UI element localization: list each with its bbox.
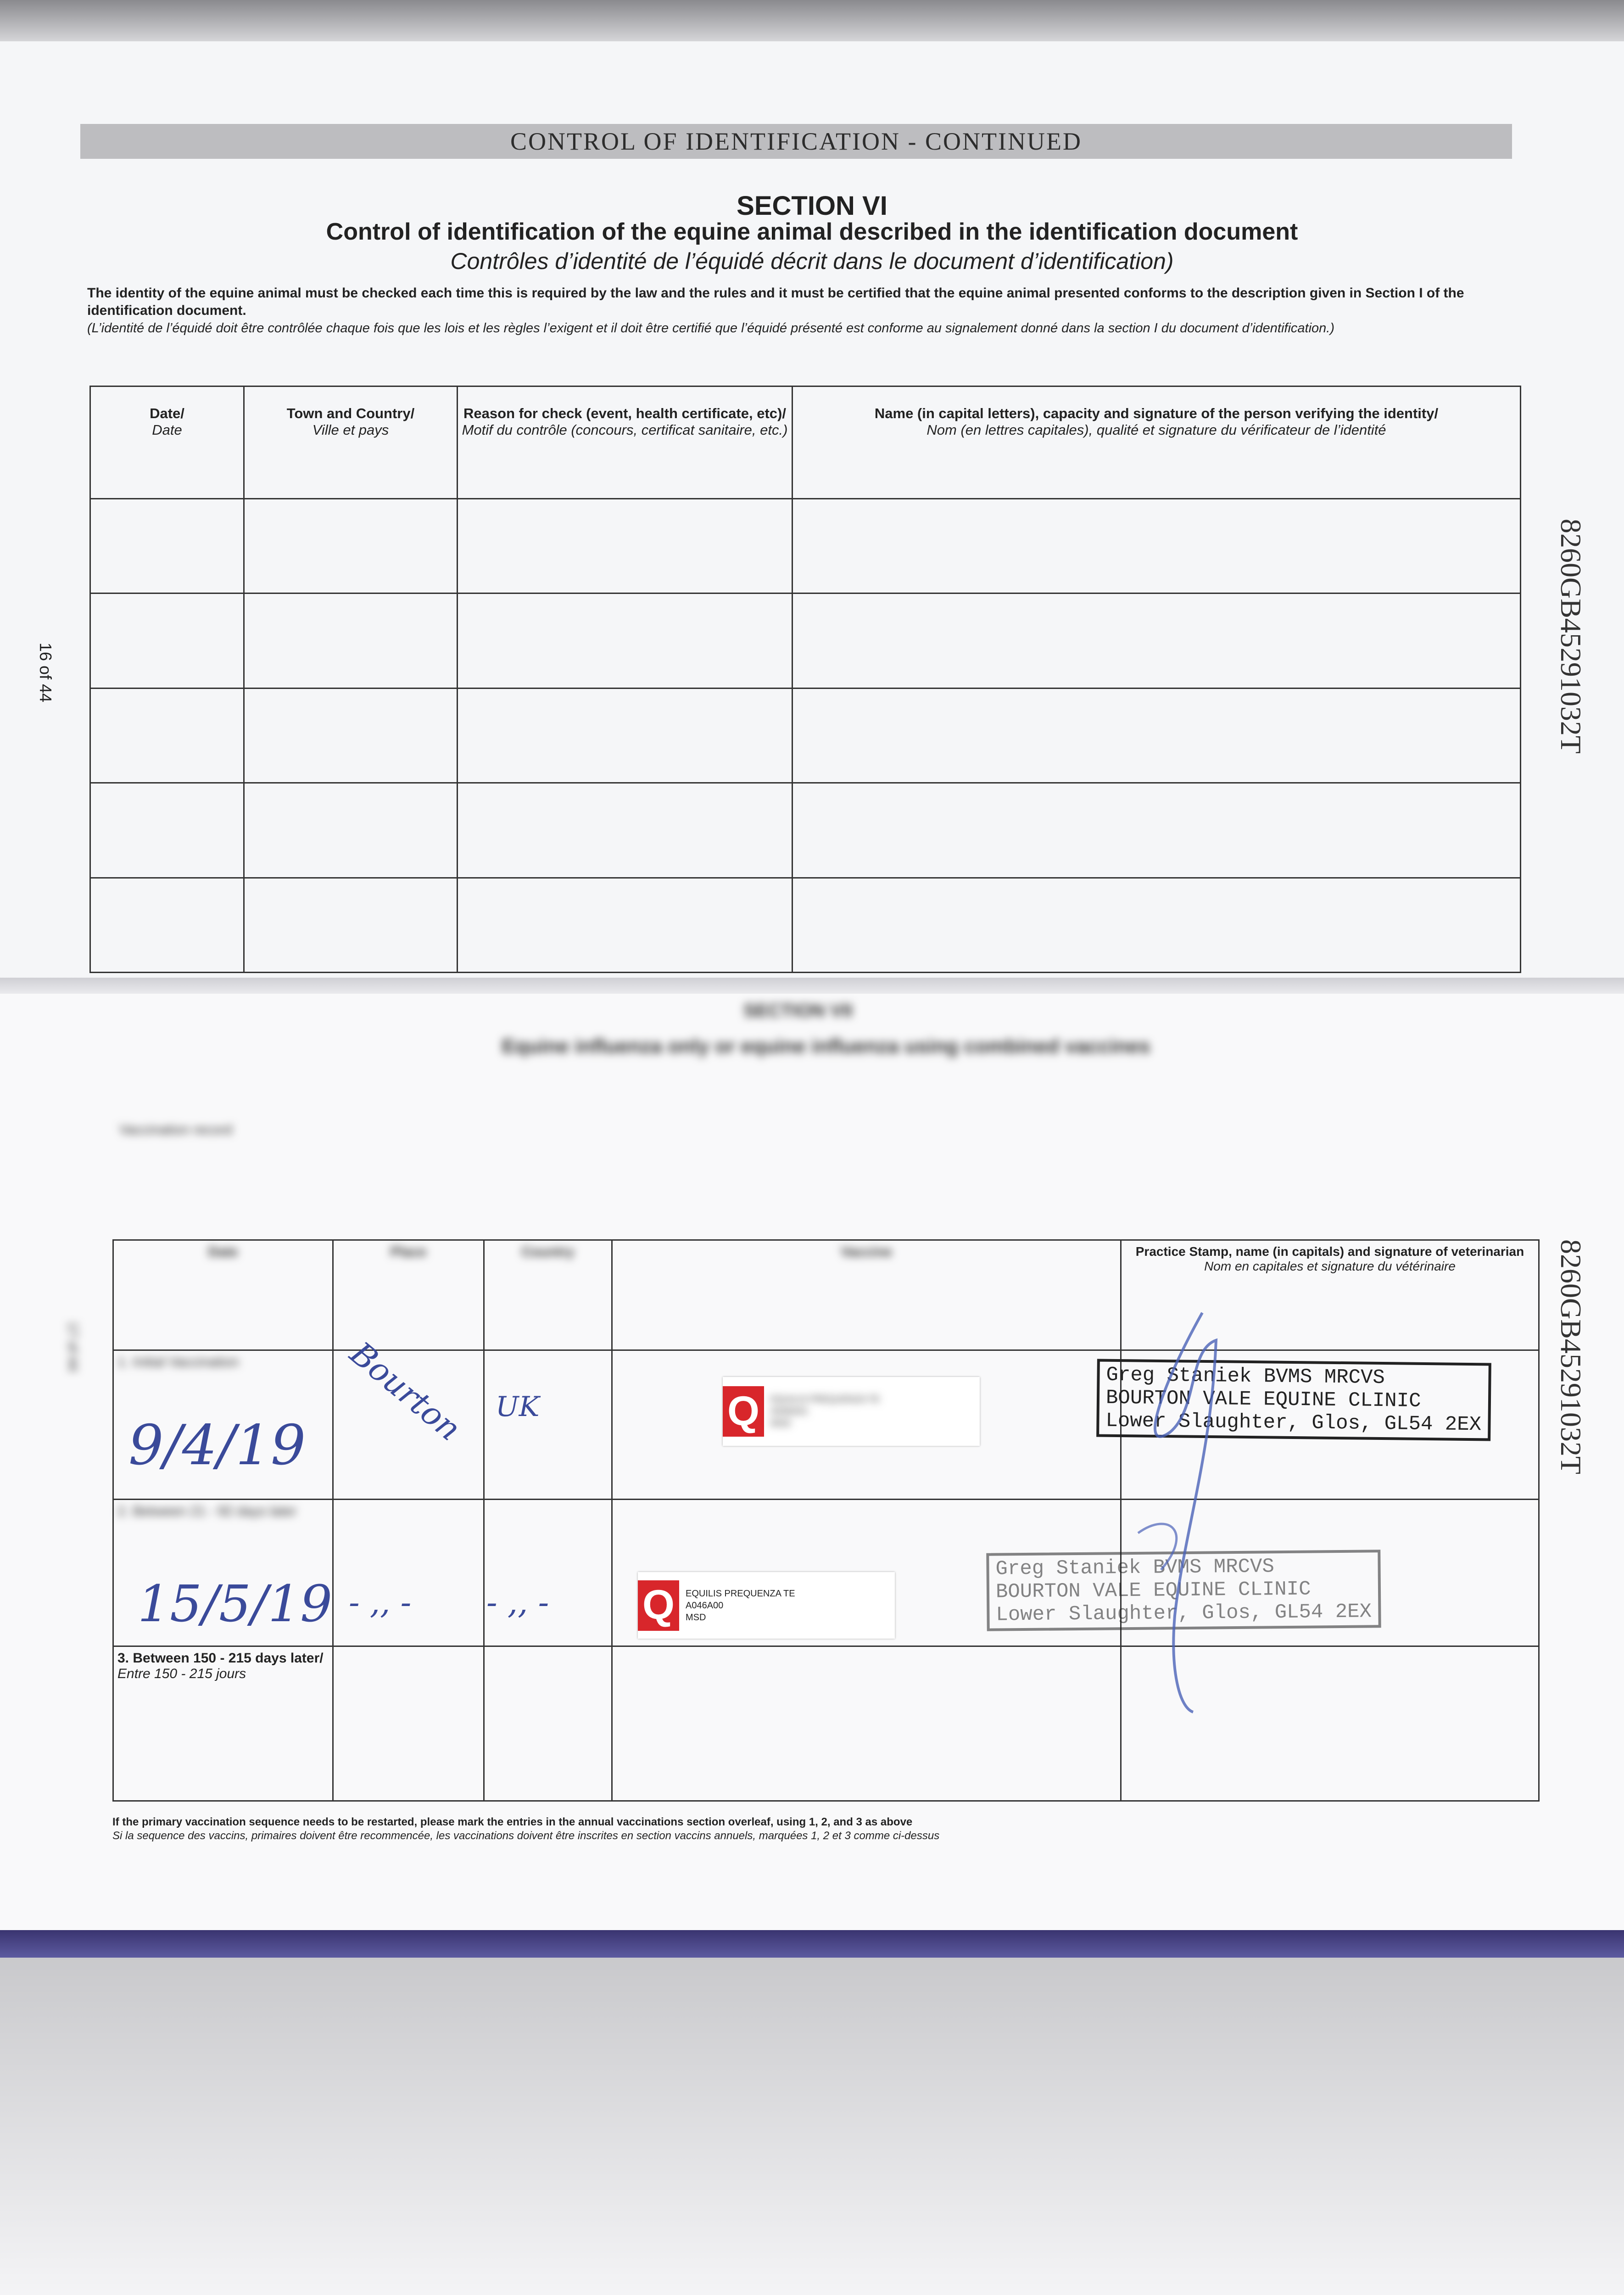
column-header-place: Place bbox=[333, 1240, 484, 1350]
column-header-country: Country bbox=[484, 1240, 612, 1350]
section-title: Equine influenza only or equine influenza using combined vaccines bbox=[502, 1035, 1150, 1058]
handwritten-date: 9/4/19 bbox=[128, 1414, 306, 1478]
passport-cover-edge bbox=[0, 1930, 1624, 1958]
handwritten-country: - ,, - bbox=[486, 1584, 549, 1621]
vet-practice-stamp: Greg Staniek BVMS MRCVS BOURTON VALE EQUINE CLINIC Lower Slaughter, Glos, GL54 2EX bbox=[1096, 1359, 1491, 1441]
passport-id: 8260GB45291032T bbox=[1555, 519, 1587, 754]
intro-french: (L’identité de l’équidé doit être contrôlée chaque fois que les lois et les règles l’exigent et il doit être certifié que l’équidé présenté est conforme au signalement donné dans la section I du document d’identification.) bbox=[87, 321, 1334, 336]
column-header-town: Town and Country/ Ville et pays bbox=[244, 386, 458, 499]
table-row bbox=[90, 783, 1521, 878]
vaccination-table bbox=[112, 1239, 1540, 1802]
table-row bbox=[90, 499, 1521, 593]
table-row bbox=[90, 593, 1521, 688]
page-number: 16 of 44 bbox=[36, 643, 55, 703]
handwritten-place: - ,, - bbox=[349, 1584, 412, 1621]
vaccine-sticker: Q EQUILIS PREQUENZA TE A046A01 MSD bbox=[723, 1377, 980, 1446]
row-label: 2. Between 21 - 92 days later bbox=[113, 1500, 333, 1646]
column-header-reason: Reason for check (event, health certificate, etc)/ Motif du contrôle (concours, certificat sanitaire, etc.) bbox=[458, 386, 792, 499]
section-banner: CONTROL OF IDENTIFICATION - CONTINUED bbox=[80, 124, 1512, 159]
section-title-french: Contrôles d’identité de l’équidé décrit dans le document d’identification) bbox=[450, 248, 1174, 274]
table-row bbox=[113, 1646, 1539, 1801]
intro-text: Vaccination record bbox=[119, 1122, 233, 1137]
column-header-date: Date bbox=[113, 1240, 333, 1350]
handwritten-date: 15/5/19 bbox=[138, 1574, 333, 1633]
vaccine-sticker: Q EQUILIS PREQUENZA TE A046A00 MSD bbox=[638, 1572, 895, 1639]
vet-practice-stamp: Greg Staniek BVMS MRCVS BOURTON VALE EQUINE CLINIC Lower Slaughter, Glos, GL54 2EX bbox=[986, 1550, 1381, 1631]
vet-signature bbox=[1101, 1294, 1248, 1721]
column-header-vaccine: Vaccine bbox=[612, 1240, 1121, 1350]
column-header-date: Date/ Date bbox=[90, 386, 244, 499]
page-edge-shadow bbox=[0, 0, 1624, 44]
column-header-verifier: Name (in capital letters), capacity and signature of the person verifying the identity/ Nom (en lettres capitales), qualité et signature du vérificateur de l’identité bbox=[792, 386, 1521, 499]
intro-text bbox=[87, 285, 1501, 337]
q-logo-icon: Q bbox=[723, 1386, 764, 1437]
row-label: 1. Initial Vaccination bbox=[113, 1350, 333, 1500]
q-logo-icon: Q bbox=[638, 1580, 679, 1631]
section-heading: SECTION VI bbox=[737, 191, 887, 221]
intro-english: The identity of the equine animal must be checked each time this is required by the law and the rules and it must be certified that the equine animal presented conforms to the description given in Section I of the identification document. bbox=[87, 285, 1464, 318]
page-number: 17 of 44 bbox=[65, 1322, 80, 1372]
handwritten-country: UK bbox=[496, 1391, 540, 1423]
footnote: If the primary vaccination sequence needs to be restarted, please mark the entries in the annual vaccinations section overleaf, using 1, 2, and 3 as above Si la sequence des vaccins, primaires doivent être recommencée, les vaccinations doivent être inscrites en section vaccins annuels, marquées 1, 2 et 3 comme ci-dessus bbox=[112, 1816, 940, 1842]
table-row bbox=[90, 688, 1521, 783]
section-heading: SECTION VII bbox=[743, 1001, 853, 1021]
table-row bbox=[90, 878, 1521, 972]
identification-check-table bbox=[89, 386, 1521, 973]
passport-id: 8260GB45291032T bbox=[1555, 1239, 1587, 1474]
column-header-vet: Practice Stamp, name (in capitals) and signature of veterinarian Nom en capitales et signature du vétérinaire bbox=[1121, 1240, 1539, 1350]
handwritten-place: Bourton bbox=[343, 1334, 469, 1448]
scanner-background bbox=[0, 1958, 1624, 2295]
page-fold bbox=[0, 978, 1624, 996]
row-label: 3. Between 150 - 215 days later/ Entre 150 - 215 jours bbox=[113, 1646, 333, 1801]
section-title: Control of identification of the equine animal described in the identification document bbox=[326, 218, 1298, 245]
